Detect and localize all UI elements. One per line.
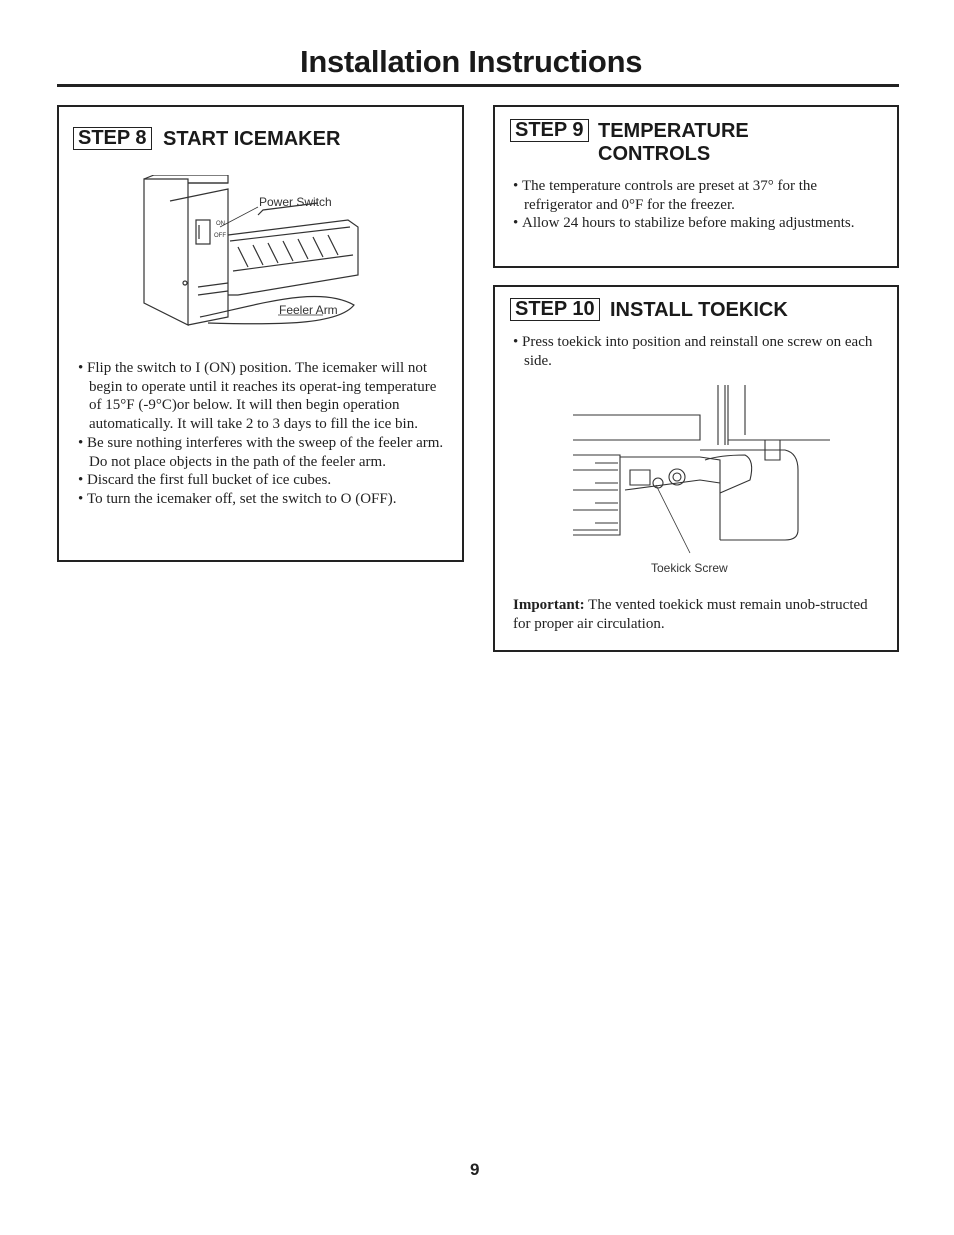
step8-bullets	[78, 359, 448, 509]
list-item: • Flip the switch to I (ON) position. The icemaker will not begin to operate until it reaches its operat-ing temperature of 15°F (-9°C)or below. It will then begin operation automatically. It will take 2 to 3 days to fill the ice bin.	[78, 359, 448, 434]
step9-heading-line1: TEMPERATURE	[598, 120, 749, 142]
off-label: OFF	[214, 233, 226, 239]
step9-bullets	[513, 177, 883, 233]
title-rule	[57, 84, 899, 87]
step10-bullets	[513, 333, 883, 370]
step9-heading-line2: CONTROLS	[598, 143, 711, 165]
list-item: • Be sure nothing interferes with the sweep of the feeler arm. Do not place objects in the path of the feeler arm.	[78, 434, 448, 471]
step8-heading: START ICEMAKER	[163, 128, 341, 150]
toekick-illustration	[570, 385, 832, 560]
list-item: • The temperature controls are preset at 37° for the refrigerator and 0°F for the freezer.	[513, 177, 883, 214]
page-number: 9	[470, 1160, 480, 1179]
step9-tag: STEP 9	[510, 119, 589, 142]
step10-tag: STEP 10	[510, 298, 600, 321]
list-item: • Discard the first full bucket of ice cubes.	[78, 471, 448, 490]
important-text: The vented toekick must remain unob-structed for proper air circulation.	[513, 597, 868, 632]
list-item: • To turn the icemaker off, set the switch to O (OFF).	[78, 490, 448, 509]
list-item: • Allow 24 hours to stabilize before making adjustments.	[513, 214, 883, 233]
important-label: Important:	[513, 597, 585, 613]
page-title: Installation Instructions	[300, 44, 643, 79]
step8-tag: STEP 8	[73, 127, 152, 150]
feeler-arm-caption: Feeler Arm	[279, 303, 338, 317]
on-label: ON	[216, 221, 225, 227]
power-switch-caption: Power Switch	[259, 195, 332, 209]
important-note	[513, 596, 883, 634]
list-item: • Press toekick into position and reinstall one screw on each side.	[513, 333, 883, 370]
toekick-screw-caption: Toekick Screw	[651, 561, 728, 575]
step10-heading: INSTALL TOEKICK	[610, 299, 788, 321]
